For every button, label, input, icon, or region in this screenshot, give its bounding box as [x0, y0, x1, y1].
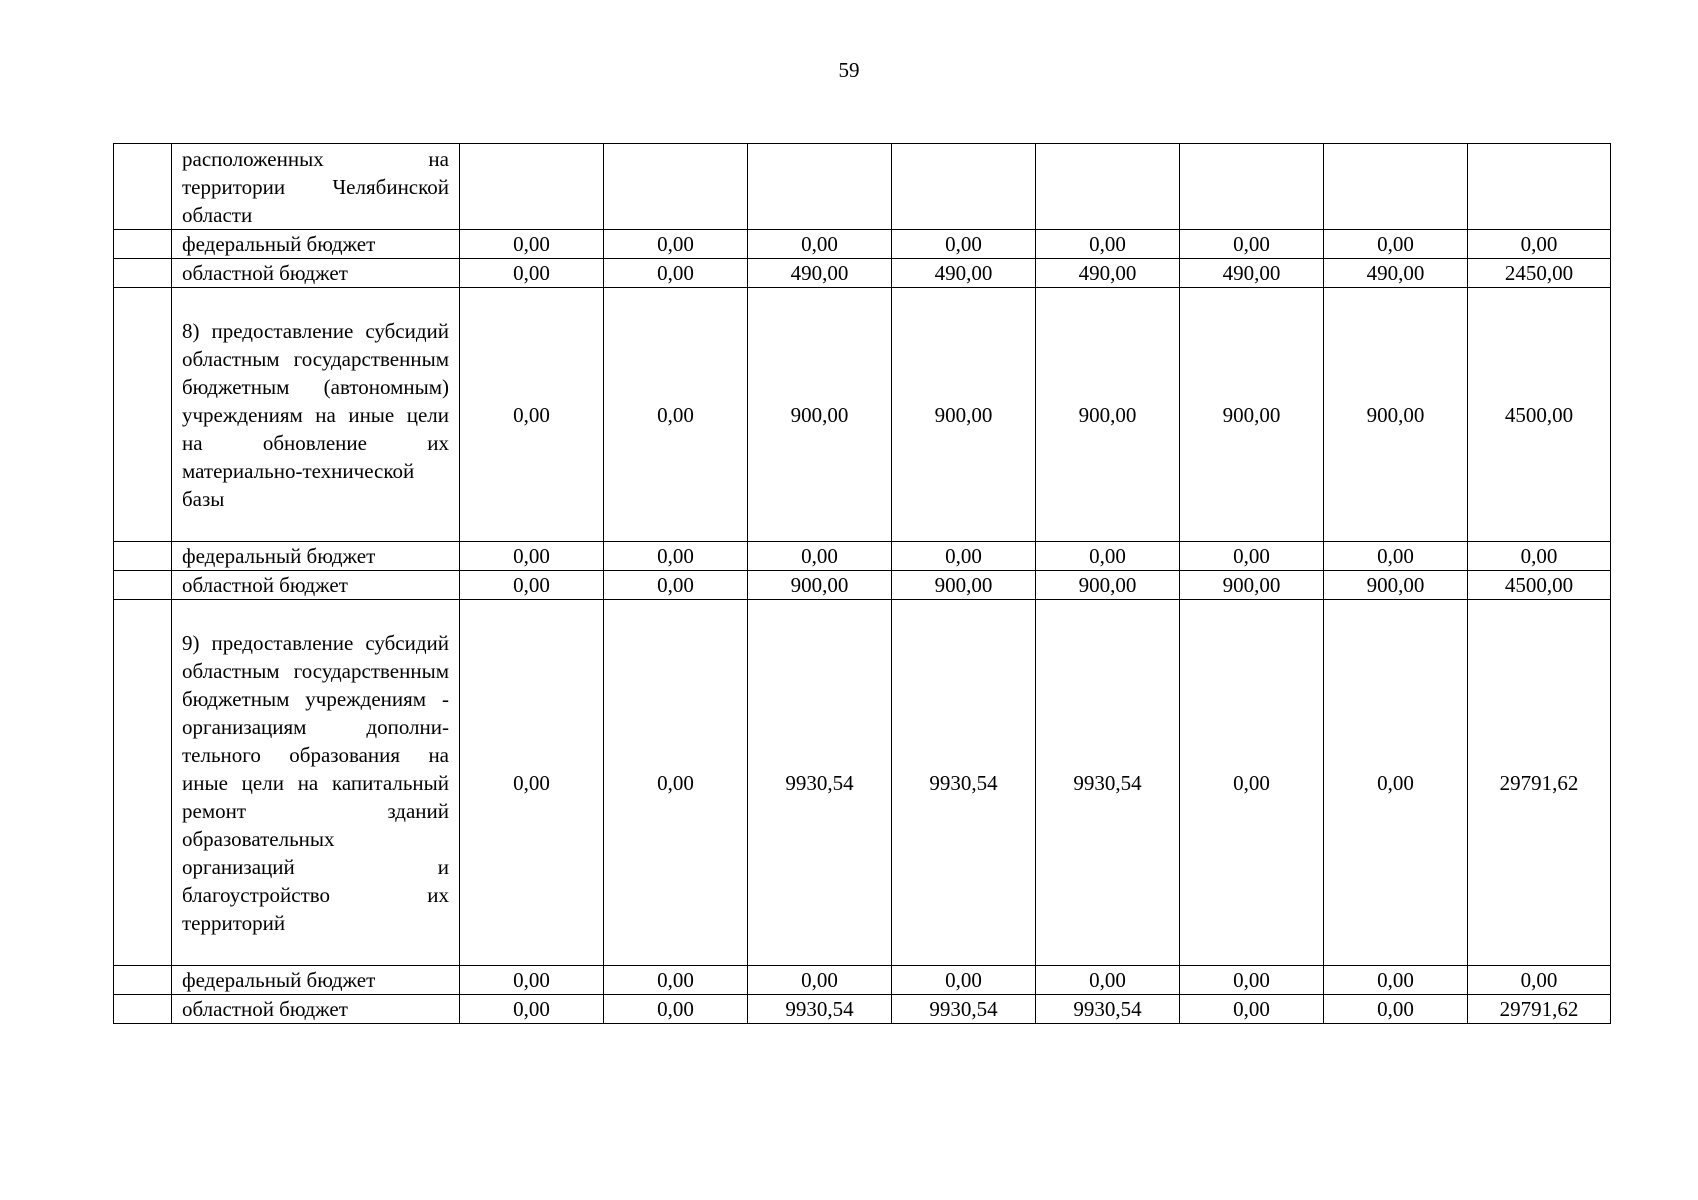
table-row: [114, 995, 1611, 1024]
value-cell: 0,00: [460, 966, 604, 995]
value-cell: 4500,00: [1468, 571, 1611, 600]
value-cell: 9930,54: [892, 600, 1036, 966]
value-cell: 0,00: [604, 571, 748, 600]
value-cell: 0,00: [1036, 230, 1180, 259]
row-description: федеральный бюджет: [172, 542, 460, 571]
value-cell: 0,00: [1468, 966, 1611, 995]
value-cell: 9930,54: [1036, 995, 1180, 1024]
value-cell: [1468, 144, 1611, 230]
value-cell: 900,00: [748, 288, 892, 542]
value-cell: 0,00: [604, 966, 748, 995]
value-cell: 0,00: [1036, 966, 1180, 995]
value-cell: 900,00: [892, 571, 1036, 600]
value-cell: 0,00: [460, 600, 604, 966]
value-cell: 490,00: [748, 259, 892, 288]
row-number-cell: [114, 288, 172, 542]
value-cell: 490,00: [1324, 259, 1468, 288]
value-cell: 0,00: [604, 995, 748, 1024]
value-cell: 2450,00: [1468, 259, 1611, 288]
value-cell: 0,00: [892, 542, 1036, 571]
value-cell: 29791,62: [1468, 600, 1611, 966]
value-cell: [1324, 144, 1468, 230]
value-cell: 0,00: [1468, 542, 1611, 571]
row-description: федеральный бюджет: [172, 966, 460, 995]
row-description: 9) предоставление субсидий областным государственным бюджетным учреждениям - организациям дополни-тельного образования на иные цели на капитальный ремонт зданий образовательных организаций и благоустройство их территорий: [172, 600, 460, 966]
value-cell: 900,00: [1036, 571, 1180, 600]
value-cell: [1180, 144, 1324, 230]
value-cell: 0,00: [1324, 600, 1468, 966]
value-cell: [604, 144, 748, 230]
value-cell: 9930,54: [748, 600, 892, 966]
row-description: расположенных на территории Челябинской области: [172, 144, 460, 230]
value-cell: 0,00: [1324, 542, 1468, 571]
value-cell: 0,00: [604, 600, 748, 966]
value-cell: 9930,54: [1036, 600, 1180, 966]
row-number-cell: [114, 230, 172, 259]
page-number: 59: [838, 58, 860, 82]
table-row: [114, 288, 1611, 542]
value-cell: 0,00: [1180, 966, 1324, 995]
value-cell: 0,00: [748, 966, 892, 995]
table-row: [114, 144, 1611, 230]
value-cell: 0,00: [1180, 600, 1324, 966]
row-number-cell: [114, 600, 172, 966]
value-cell: 9930,54: [748, 995, 892, 1024]
value-cell: 0,00: [748, 230, 892, 259]
value-cell: 0,00: [460, 995, 604, 1024]
value-cell: [748, 144, 892, 230]
value-cell: 0,00: [604, 542, 748, 571]
value-cell: 900,00: [892, 288, 1036, 542]
row-description: 8) предоставление субсидий областным государственным бюджетным (автономным) учреждениям на иные цели на обновление их материально-технической базы: [172, 288, 460, 542]
value-cell: 0,00: [460, 542, 604, 571]
value-cell: 29791,62: [1468, 995, 1611, 1024]
row-number-cell: [114, 542, 172, 571]
table-row: [114, 600, 1611, 966]
row-description: областной бюджет: [172, 259, 460, 288]
value-cell: 0,00: [460, 288, 604, 542]
value-cell: 900,00: [1180, 571, 1324, 600]
table-row: [114, 230, 1611, 259]
value-cell: 0,00: [604, 259, 748, 288]
value-cell: 900,00: [1036, 288, 1180, 542]
table-row: [114, 571, 1611, 600]
value-cell: 0,00: [1468, 230, 1611, 259]
value-cell: 0,00: [460, 259, 604, 288]
row-number-cell: [114, 966, 172, 995]
value-cell: [1036, 144, 1180, 230]
value-cell: 900,00: [1180, 288, 1324, 542]
value-cell: 900,00: [1324, 571, 1468, 600]
value-cell: 490,00: [1036, 259, 1180, 288]
value-cell: 0,00: [460, 571, 604, 600]
value-cell: 0,00: [892, 966, 1036, 995]
value-cell: 0,00: [1180, 995, 1324, 1024]
value-cell: 0,00: [460, 230, 604, 259]
row-number-cell: [114, 144, 172, 230]
value-cell: 0,00: [1180, 230, 1324, 259]
value-cell: [892, 144, 1036, 230]
value-cell: 0,00: [748, 542, 892, 571]
table-row: [114, 966, 1611, 995]
value-cell: 0,00: [1036, 542, 1180, 571]
value-cell: 9930,54: [892, 995, 1036, 1024]
value-cell: 4500,00: [1468, 288, 1611, 542]
row-description: областной бюджет: [172, 995, 460, 1024]
row-number-cell: [114, 571, 172, 600]
value-cell: 0,00: [604, 230, 748, 259]
budget-table: [113, 143, 1611, 1024]
value-cell: 0,00: [604, 288, 748, 542]
value-cell: 900,00: [1324, 288, 1468, 542]
value-cell: 900,00: [748, 571, 892, 600]
table-row: [114, 259, 1611, 288]
row-description: федеральный бюджет: [172, 230, 460, 259]
value-cell: 0,00: [1324, 966, 1468, 995]
value-cell: 490,00: [892, 259, 1036, 288]
row-number-cell: [114, 995, 172, 1024]
value-cell: 0,00: [1324, 230, 1468, 259]
value-cell: 0,00: [1180, 542, 1324, 571]
value-cell: 490,00: [1180, 259, 1324, 288]
row-number-cell: [114, 259, 172, 288]
row-description: областной бюджет: [172, 571, 460, 600]
value-cell: 0,00: [892, 230, 1036, 259]
table-row: [114, 542, 1611, 571]
value-cell: [460, 144, 604, 230]
value-cell: 0,00: [1324, 995, 1468, 1024]
